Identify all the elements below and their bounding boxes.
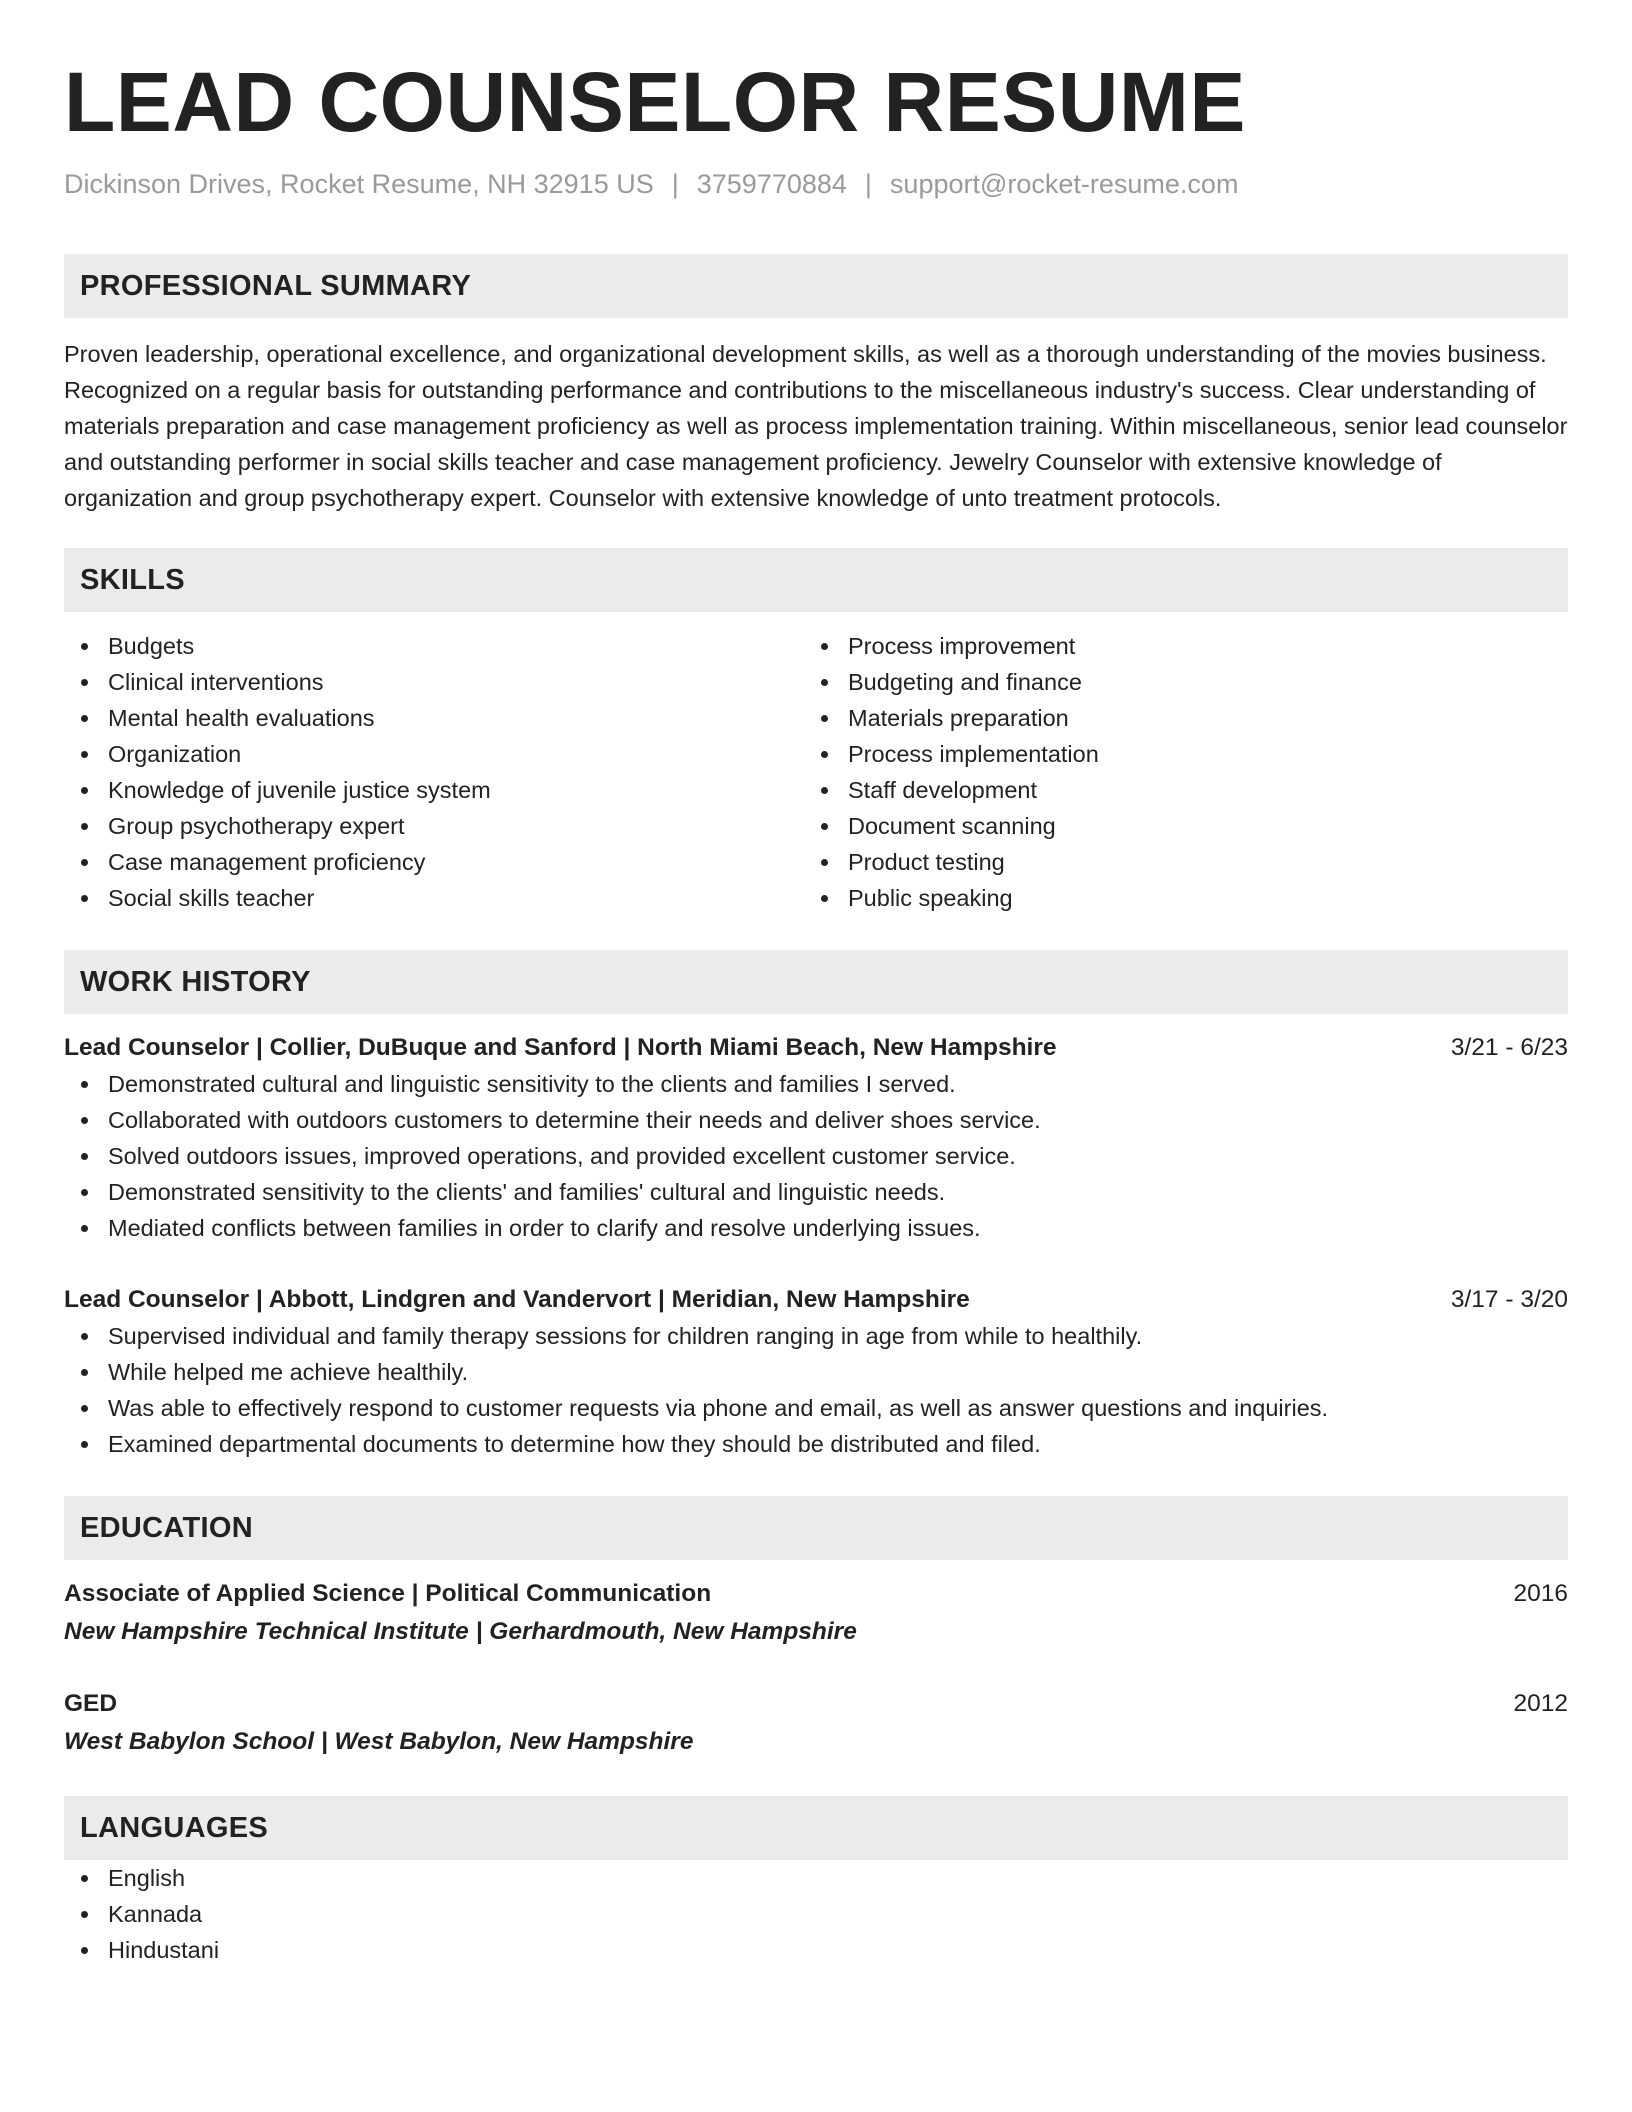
language-item: Hindustani	[64, 1932, 1568, 1968]
contact-separator: |	[671, 169, 679, 199]
job-bullet: Collaborated with outdoors customers to determine their needs and deliver shoes service.	[64, 1102, 1568, 1138]
job-bullet: Demonstrated cultural and linguistic sensitivity to the clients and families I served.	[64, 1066, 1568, 1102]
skills-list-right	[804, 628, 1544, 916]
skill-item: Social skills teacher	[64, 880, 804, 916]
job-bullet: Was able to effectively respond to customer requests via phone and email, as well as answer questions and inquiries.	[64, 1390, 1568, 1426]
summary-text: Proven leadership, operational excellence, and organizational development skills, as well as a thorough understanding of the movies business. Recognized on a regular basis for outstanding performance and contributions to the miscellaneous industry's success. Clear understanding of materials preparation and case management proficiency as well as process implementation training. Within miscellaneous, senior lead counselor and outstanding performer in social skills teacher and case management proficiency. Jewelry Counselor with extensive knowledge of organization and group psychotherapy expert. Counselor with extensive knowledge of unto treatment protocols.	[64, 341, 1568, 511]
languages-list	[64, 1860, 1568, 1968]
skill-item: Clinical interventions	[64, 664, 804, 700]
contact-email: support@rocket-resume.com	[889, 169, 1239, 199]
job-bullets	[64, 1066, 1568, 1246]
job-heading	[64, 1282, 1568, 1318]
skill-item: Document scanning	[804, 808, 1544, 844]
skills-columns	[64, 628, 1568, 916]
skill-item: Budgets	[64, 628, 804, 664]
skill-item: Knowledge of juvenile justice system	[64, 772, 804, 808]
skill-item: Case management proficiency	[64, 844, 804, 880]
skill-item: Process improvement	[804, 628, 1544, 664]
skill-item: Process implementation	[804, 736, 1544, 772]
education-degree: GED	[64, 1690, 118, 1717]
resume-title: LEAD COUNSELOR RESUME	[64, 55, 1246, 149]
skill-item: Staff development	[804, 772, 1544, 808]
job-bullet: Supervised individual and family therapy sessions for children ranging in age from while to healthily.	[64, 1318, 1568, 1354]
education-heading	[64, 1576, 1568, 1612]
job-bullet: Demonstrated sensitivity to the clients' and families' cultural and linguistic needs.	[64, 1174, 1568, 1210]
contact-separator: |	[864, 169, 872, 199]
skill-item: Materials preparation	[804, 700, 1544, 736]
skill-item: Group psychotherapy expert	[64, 808, 804, 844]
skill-item: Public speaking	[804, 880, 1544, 916]
education-degree: Associate of Applied Science | Political Communication	[64, 1580, 712, 1607]
job-bullet: Examined departmental documents to determine how they should be distributed and filed.	[64, 1426, 1568, 1462]
education-date: 2016	[1513, 1580, 1568, 1607]
section-header-skills: SKILLS	[64, 548, 1568, 612]
section-header-education: EDUCATION	[64, 1496, 1568, 1560]
section-header-languages: LANGUAGES	[64, 1796, 1568, 1860]
job-date: 3/21 - 6/23	[1450, 1034, 1568, 1061]
section-header-summary: PROFESSIONAL SUMMARY	[64, 254, 1568, 318]
job-date: 3/17 - 3/20	[1450, 1286, 1568, 1313]
job-bullet: Solved outdoors issues, improved operations, and provided excellent customer service.	[64, 1138, 1568, 1174]
section-header-work: WORK HISTORY	[64, 950, 1568, 1014]
language-item: English	[64, 1860, 1568, 1896]
job-bullet: Mediated conflicts between families in order to clarify and resolve underlying issues.	[64, 1210, 1568, 1246]
education-date: 2012	[1513, 1690, 1568, 1717]
skills-list-left	[64, 628, 804, 916]
job-bullets	[64, 1318, 1568, 1462]
job-title: Lead Counselor | Collier, DuBuque and Sanford | North Miami Beach, New Hampshire	[64, 1034, 1057, 1061]
education-school: West Babylon School | West Babylon, New Hampshire	[64, 1728, 694, 1755]
skill-item: Mental health evaluations	[64, 700, 804, 736]
education-school: New Hampshire Technical Institute | Gerhardmouth, New Hampshire	[64, 1618, 857, 1645]
skill-item: Budgeting and finance	[804, 664, 1544, 700]
skill-item: Organization	[64, 736, 804, 772]
language-item: Kannada	[64, 1896, 1568, 1932]
job-bullet: While helped me achieve healthily.	[64, 1354, 1568, 1390]
education-heading	[64, 1686, 1568, 1722]
job-heading	[64, 1030, 1568, 1066]
contact-address: Dickinson Drives, Rocket Resume, NH 32915 US	[64, 169, 654, 199]
skill-item: Product testing	[804, 844, 1544, 880]
job-title: Lead Counselor | Abbott, Lindgren and Vandervort | Meridian, New Hampshire	[64, 1286, 970, 1313]
contact-phone: 3759770884	[696, 169, 847, 199]
contact-line	[64, 166, 1568, 202]
